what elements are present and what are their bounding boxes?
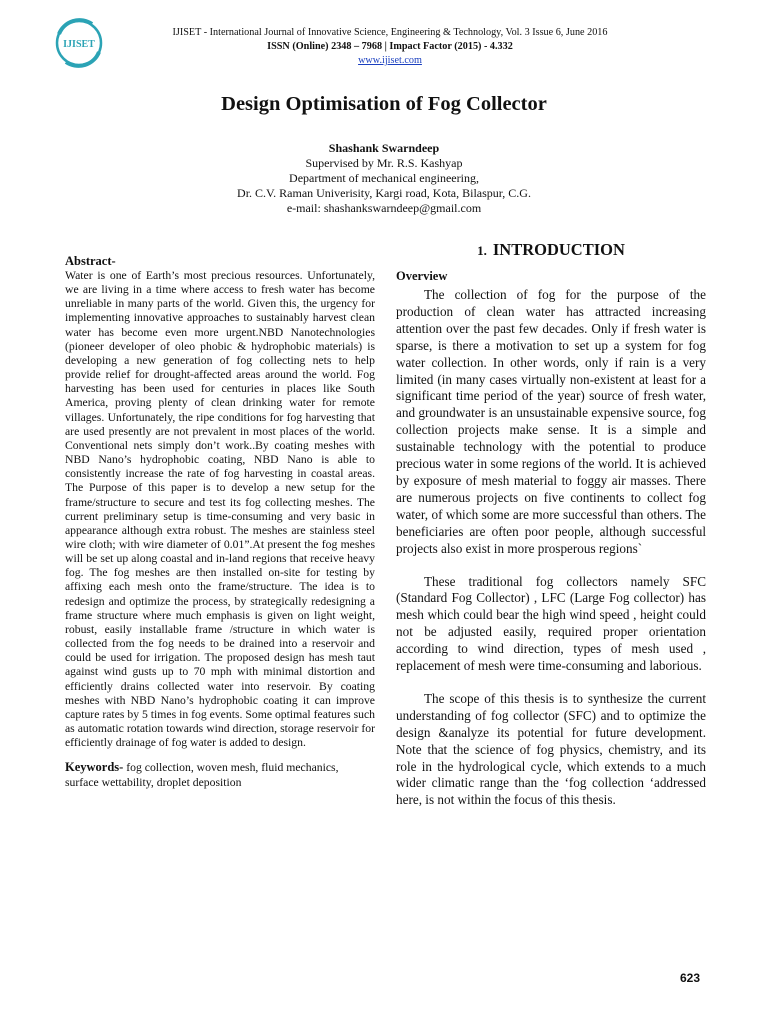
abstract-heading: Abstract- [65,254,116,268]
intro-paragraph: The scope of this thesis is to synthesize the current understanding of fog collector (SFC) and to optimize the design &analyze its potential for future development. Note that the science of fog physics, chemistry, and its role in the hydrological cycle, which extends to a much wider climatic range than the ‘fog collection ‘addressed here, is not within the focus of this thesis. [396,690,706,808]
affiliation-line: Dr. C.V. Raman Univerisity, Kargi road, Kota, Bilaspur, C.G. [237,186,531,200]
right-column [396,240,706,809]
author-block [140,141,628,216]
keywords-text: fog collection, woven mesh, fluid mechanics, surface wettability, droplet deposition [65,761,339,790]
keywords [65,760,375,790]
left-column [65,254,375,790]
keywords-label: Keywords- [65,760,124,775]
department-line: Department of mechanical engineering, [289,171,479,185]
journal-logo [52,16,106,70]
journal-url-link[interactable]: www.ijiset.com [358,55,422,66]
abstract-text: Water is one of Earth’s most precious resources. Unfortunately, we are living in a time where access to fresh water has become unreliable in many parts of the world. Given this, the urgency for implementing innovative approaches to sustainably harvest clean water has become even more urgent.NBD Nanotechnologies (pioneer developer of oleo phobic & hydrophobic materials) is developing a new generation of fog collecting nets to help provide relief for drought-affected areas around the world. Fog harvesting has been used for centuries in places like South America, proving plenty of clean drinking water for remote villages. Unfortunately, the ripe conditions for fog harvesting that are used presently are not prevalent in most places of the world. Conventional nets simply don’t work..By coating meshes with NBD Nano’s hydrophobic coating, NBD Nano is able to consistently increase the rate of fog harvesting in coastal areas. The Purpose of this paper is to develop a new setup for the frame/structure to secure and test its fog collecting meshes. The current preliminary setup is time-consuming and very basic in appearance although extra robust. The meshes are stainless steel wire cloth; with wire diameter of 0.01”.At present the fog meshes will be set up along coastal and in-land regions that receive heavy fog. The fog meshes are then installed on-site for testing by affixing each mesh onto the frame/structure. The idea is to redesign and optimize the process, by strategically redesigning a frame structure where much emphasis is given on light weight, robust, easily installable frame /structure in which water is collected from the fog needs to be drained into a reservoir and could be used for irrigation. The proposed design has mesh taut against wind gusts up to 70 mph with minimal distortion and efficiently drains collected water into reservoir. By coating meshes with NBD Nano’s hydrophobic coating it can improve capture rates by 5 times in fog events. Some optimal features such as automatic rotation towards wind direction, storage reservoir for efficiently drainage of fog water is added to design. [65,269,375,750]
intro-paragraph: The collection of fog for the purpose of the production of clean water has attracted increasing attention over the past few decades. Only if fresh water is sparse, is there a motivation to set up a system for fog water collection. In other words, only if rain is a very limited (in many cases virtually non-existent at least for a significant time period of the year) source of fresh water, and groundwater is an unsustainable expensive source, fog collection projects make sense. It is a simple and sustainable technology with the potential to produce precious water in some regions of the world. It is achieved by exposure of mesh material to foggy air masses. There are numerous projects on five continents to collect fog water, of which some are more successful than others. The beneficiaries are often poor people, although successful projects also exist in more prosperous regions` [396,287,706,556]
issn-line: ISSN (Online) 2348 – 7968 | Impact Factor (2015) - 4.332 [267,41,513,52]
intro-paragraph: These traditional fog collectors namely SFC (Standard Fog Collector) , LFC (Large Fog collector) has mesh which could bear the high wind speed , height could not be adjusted easily, required proper orientation according to wind direction, types of mesh used , replacement of mesh were time-consuming and laborious. [396,573,706,674]
section-number: 1. [477,243,487,258]
page-number: 623 [680,971,701,985]
paper-title: Design Optimisation of Fog Collector [221,93,547,115]
section-heading [396,240,706,261]
journal-line: IJISET - International Journal of Innovative Science, Engineering & Technology, Vol. 3 Issue 6, June 2016 [172,27,608,38]
overview-subheading: Overview [396,269,448,283]
author-name: Shashank Swarndeep [328,141,440,155]
email-line: e-mail: shashankswarndeep@gmail.com [286,201,482,215]
logo-text: IJISET [63,39,95,50]
section-title: INTRODUCTION [492,240,625,259]
supervisor-line: Supervised by Mr. R.S. Kashyap [305,156,463,170]
journal-header [130,26,650,68]
